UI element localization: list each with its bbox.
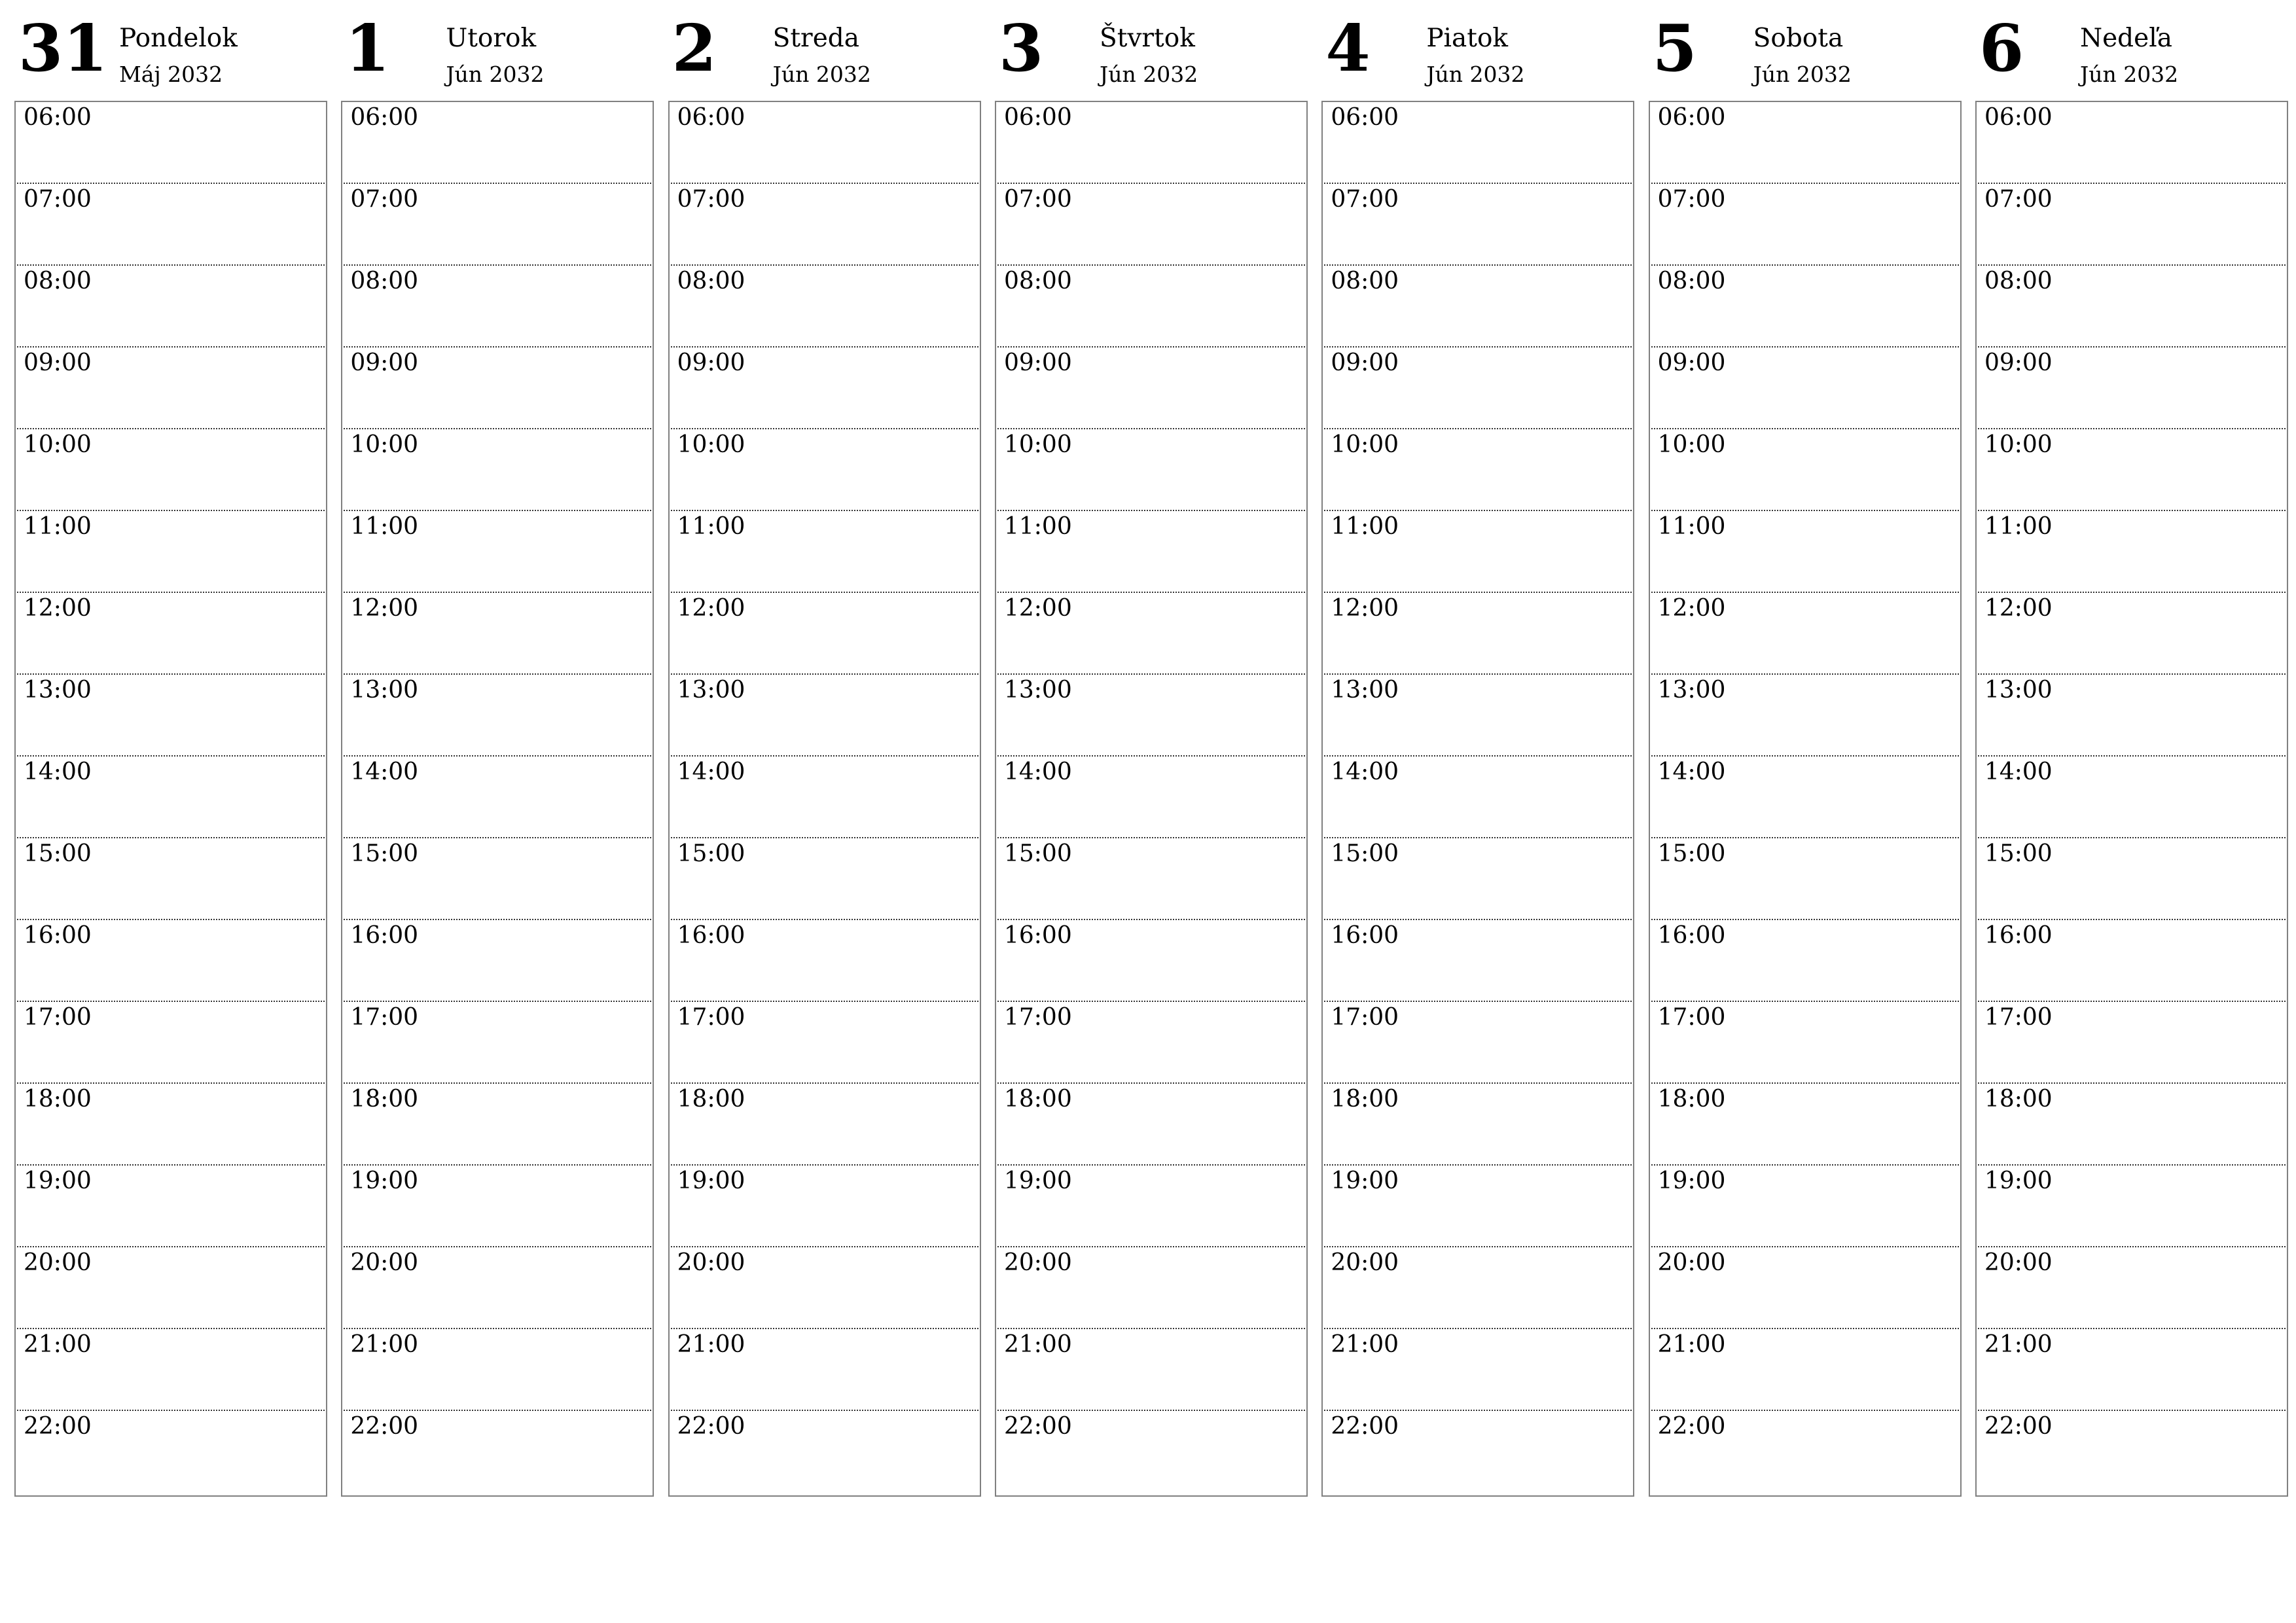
time-label: 16:00	[1003, 922, 1072, 949]
time-slot[interactable]	[671, 102, 978, 184]
day-number: 3	[998, 11, 1044, 86]
time-slot[interactable]	[1651, 429, 1959, 511]
time-slot[interactable]	[997, 675, 1305, 757]
time-label: 22:00	[1657, 1413, 1726, 1440]
time-label: 14:00	[1003, 758, 1072, 785]
time-slot[interactable]	[997, 920, 1305, 1002]
time-slot[interactable]	[1651, 1329, 1959, 1411]
time-slot[interactable]	[997, 511, 1305, 593]
time-label: 18:00	[1657, 1086, 1726, 1113]
time-label: 14:00	[1984, 758, 2053, 785]
day-column-wednesday	[668, 11, 981, 1497]
time-slot[interactable]	[1324, 1247, 1632, 1329]
day-name: Piatok	[1426, 24, 1509, 53]
time-label: 17:00	[677, 1004, 745, 1031]
day-schedule-box	[1649, 101, 1962, 1497]
day-number: 31	[18, 11, 108, 86]
time-slot[interactable]	[671, 757, 978, 838]
time-label: 19:00	[350, 1168, 419, 1194]
time-label: 07:00	[1984, 186, 2053, 213]
time-slot[interactable]	[1324, 429, 1632, 511]
time-slot[interactable]	[1978, 184, 2286, 266]
time-slot[interactable]	[1651, 1247, 1959, 1329]
time-slot[interactable]	[997, 1002, 1305, 1084]
time-label: 07:00	[1003, 186, 1072, 213]
time-slot[interactable]	[1324, 1084, 1632, 1166]
time-label: 20:00	[1984, 1249, 2053, 1276]
time-label: 12:00	[350, 595, 419, 622]
time-slot[interactable]	[1978, 920, 2286, 1002]
day-name: Sobota	[1753, 24, 1844, 53]
time-label: 19:00	[1331, 1168, 1399, 1194]
time-slot[interactable]	[1978, 757, 2286, 838]
time-slot[interactable]	[344, 675, 651, 757]
time-slot[interactable]	[1324, 102, 1632, 184]
time-slot[interactable]	[344, 1084, 651, 1166]
time-slot[interactable]	[671, 838, 978, 920]
time-slot[interactable]	[671, 511, 978, 593]
time-slot[interactable]	[997, 1166, 1305, 1247]
time-slot[interactable]	[1651, 511, 1959, 593]
time-label: 16:00	[1984, 922, 2053, 949]
time-slot[interactable]	[344, 266, 651, 348]
time-label: 20:00	[677, 1249, 745, 1276]
time-label: 15:00	[1657, 840, 1726, 867]
time-slot[interactable]	[1978, 593, 2286, 675]
time-slot[interactable]	[344, 1166, 651, 1247]
time-slot[interactable]	[1978, 675, 2286, 757]
day-header	[341, 11, 654, 101]
time-slot[interactable]	[1978, 348, 2286, 429]
time-slot[interactable]	[671, 1002, 978, 1084]
time-slot[interactable]	[344, 429, 651, 511]
day-schedule-box	[341, 101, 654, 1497]
time-label: 12:00	[1003, 595, 1072, 622]
time-label: 20:00	[1003, 1249, 1072, 1276]
time-slot[interactable]	[17, 920, 325, 1002]
time-label: 19:00	[1003, 1168, 1072, 1194]
time-slot[interactable]	[17, 1002, 325, 1084]
day-column-friday	[1321, 11, 1634, 1497]
day-number: 4	[1325, 11, 1371, 86]
time-slot[interactable]	[1978, 1247, 2286, 1329]
time-label: 07:00	[677, 186, 745, 213]
time-slot[interactable]	[1324, 593, 1632, 675]
time-slot[interactable]	[1978, 511, 2286, 593]
time-slot[interactable]	[997, 1247, 1305, 1329]
time-slot[interactable]	[344, 1247, 651, 1329]
day-name: Streda	[772, 24, 859, 53]
time-label: 09:00	[1331, 349, 1399, 376]
day-name: Štvrtok	[1099, 24, 1195, 53]
time-slot[interactable]	[997, 838, 1305, 920]
time-slot[interactable]	[17, 838, 325, 920]
day-header	[1321, 11, 1634, 101]
time-slot[interactable]	[1651, 266, 1959, 348]
time-label: 18:00	[1331, 1086, 1399, 1113]
time-label: 22:00	[350, 1413, 419, 1440]
day-column-tuesday	[341, 11, 654, 1497]
time-label: 08:00	[1331, 268, 1399, 294]
time-slot[interactable]	[997, 757, 1305, 838]
time-slot[interactable]	[671, 184, 978, 266]
day-number: 6	[1979, 11, 2024, 86]
time-slot[interactable]	[997, 593, 1305, 675]
time-label: 17:00	[1657, 1004, 1726, 1031]
time-label: 21:00	[350, 1331, 419, 1358]
time-slot[interactable]	[344, 920, 651, 1002]
time-label: 06:00	[24, 104, 92, 131]
time-label: 18:00	[24, 1086, 92, 1113]
time-slot[interactable]	[344, 1329, 651, 1411]
time-label: 13:00	[1657, 677, 1726, 704]
time-label: 06:00	[677, 104, 745, 131]
time-label: 17:00	[1984, 1004, 2053, 1031]
time-slot[interactable]	[1978, 838, 2286, 920]
time-slot[interactable]	[17, 348, 325, 429]
time-slot[interactable]	[1978, 1084, 2286, 1166]
time-label: 08:00	[677, 268, 745, 294]
time-label: 11:00	[1003, 513, 1072, 540]
time-label: 12:00	[1984, 595, 2053, 622]
time-label: 14:00	[1331, 758, 1399, 785]
day-number: 2	[672, 11, 717, 86]
time-label: 07:00	[24, 186, 92, 213]
time-slot[interactable]	[344, 184, 651, 266]
time-slot[interactable]	[17, 1247, 325, 1329]
day-month: Jún 2032	[446, 62, 545, 87]
time-slot[interactable]	[17, 102, 325, 184]
day-header	[995, 11, 1308, 101]
time-slot[interactable]	[1324, 511, 1632, 593]
day-name: Pondelok	[119, 24, 238, 53]
time-label: 21:00	[1331, 1331, 1399, 1358]
time-slot[interactable]	[344, 102, 651, 184]
time-slot[interactable]	[1324, 348, 1632, 429]
time-label: 06:00	[350, 104, 419, 131]
time-slot[interactable]	[17, 511, 325, 593]
day-month: Jún 2032	[1426, 62, 1525, 87]
time-slot[interactable]	[997, 1411, 1305, 1493]
time-label: 11:00	[677, 513, 745, 540]
time-label: 11:00	[1331, 513, 1399, 540]
time-slot[interactable]	[17, 184, 325, 266]
time-slot[interactable]	[671, 266, 978, 348]
time-slot[interactable]	[671, 1247, 978, 1329]
time-label: 11:00	[24, 513, 92, 540]
time-slot[interactable]	[1651, 593, 1959, 675]
time-label: 10:00	[1657, 431, 1726, 458]
time-label: 15:00	[1984, 840, 2053, 867]
time-label: 10:00	[24, 431, 92, 458]
time-label: 18:00	[350, 1086, 419, 1113]
time-slot[interactable]	[671, 1084, 978, 1166]
time-slot[interactable]	[17, 1329, 325, 1411]
time-slot[interactable]	[1978, 1411, 2286, 1493]
time-slot[interactable]	[1978, 1166, 2286, 1247]
time-slot[interactable]	[997, 429, 1305, 511]
time-label: 10:00	[350, 431, 419, 458]
time-label: 12:00	[24, 595, 92, 622]
day-schedule-box	[14, 101, 327, 1497]
time-slot[interactable]	[671, 675, 978, 757]
time-slot[interactable]	[1651, 102, 1959, 184]
time-label: 18:00	[1003, 1086, 1072, 1113]
time-slot[interactable]	[671, 1329, 978, 1411]
time-label: 12:00	[677, 595, 745, 622]
time-label: 08:00	[24, 268, 92, 294]
day-column-saturday	[1649, 11, 1962, 1497]
time-slot[interactable]	[997, 348, 1305, 429]
time-slot[interactable]	[671, 429, 978, 511]
time-label: 12:00	[1331, 595, 1399, 622]
day-column-sunday	[1975, 11, 2288, 1497]
time-slot[interactable]	[1978, 429, 2286, 511]
time-slot[interactable]	[671, 1166, 978, 1247]
day-month: Jún 2032	[2079, 62, 2179, 87]
time-label: 22:00	[1984, 1413, 2053, 1440]
time-slot[interactable]	[1651, 1002, 1959, 1084]
time-label: 10:00	[1984, 431, 2053, 458]
time-label: 06:00	[1003, 104, 1072, 131]
time-label: 14:00	[677, 758, 745, 785]
time-label: 10:00	[1003, 431, 1072, 458]
time-slot[interactable]	[1651, 675, 1959, 757]
time-slot[interactable]	[1978, 1002, 2286, 1084]
time-slot[interactable]	[997, 102, 1305, 184]
time-label: 09:00	[677, 349, 745, 376]
time-label: 22:00	[24, 1413, 92, 1440]
time-slot[interactable]	[17, 1411, 325, 1493]
time-slot[interactable]	[671, 1411, 978, 1493]
time-label: 15:00	[677, 840, 745, 867]
day-schedule-box	[995, 101, 1308, 1497]
time-label: 14:00	[350, 758, 419, 785]
time-label: 13:00	[1331, 677, 1399, 704]
time-label: 13:00	[24, 677, 92, 704]
time-slot[interactable]	[344, 511, 651, 593]
time-label: 08:00	[1657, 268, 1726, 294]
time-slot[interactable]	[344, 1411, 651, 1493]
time-label: 15:00	[24, 840, 92, 867]
time-slot[interactable]	[997, 1329, 1305, 1411]
time-slot[interactable]	[997, 184, 1305, 266]
time-slot[interactable]	[1324, 184, 1632, 266]
time-slot[interactable]	[1651, 1411, 1959, 1493]
day-column-thursday	[995, 11, 1308, 1497]
time-label: 16:00	[1331, 922, 1399, 949]
time-slot[interactable]	[1324, 675, 1632, 757]
day-month: Jún 2032	[1099, 62, 1198, 87]
time-label: 06:00	[1984, 104, 2053, 131]
time-label: 11:00	[1657, 513, 1726, 540]
day-name: Utorok	[446, 24, 537, 53]
time-slot[interactable]	[1651, 920, 1959, 1002]
time-slot[interactable]	[17, 1084, 325, 1166]
day-name: Nedeľa	[2079, 24, 2172, 53]
time-label: 17:00	[1331, 1004, 1399, 1031]
time-label: 06:00	[1331, 104, 1399, 131]
time-slot[interactable]	[1978, 102, 2286, 184]
weekly-planner	[14, 11, 2288, 1497]
time-label: 13:00	[1003, 677, 1072, 704]
time-slot[interactable]	[1978, 266, 2286, 348]
time-label: 20:00	[1331, 1249, 1399, 1276]
time-label: 14:00	[24, 758, 92, 785]
time-label: 06:00	[1657, 104, 1726, 131]
day-schedule-box	[668, 101, 981, 1497]
time-slot[interactable]	[17, 1166, 325, 1247]
time-slot[interactable]	[17, 593, 325, 675]
time-slot[interactable]	[671, 593, 978, 675]
time-label: 10:00	[677, 431, 745, 458]
time-slot[interactable]	[1651, 1084, 1959, 1166]
time-label: 09:00	[1984, 349, 2053, 376]
time-label: 21:00	[1003, 1331, 1072, 1358]
day-column-monday	[14, 11, 327, 1497]
time-label: 21:00	[1657, 1331, 1726, 1358]
time-slot[interactable]	[1324, 838, 1632, 920]
time-slot[interactable]	[1324, 757, 1632, 838]
time-label: 22:00	[1331, 1413, 1399, 1440]
time-label: 18:00	[1984, 1086, 2053, 1113]
time-slot[interactable]	[671, 348, 978, 429]
time-slot[interactable]	[344, 757, 651, 838]
time-label: 08:00	[350, 268, 419, 294]
time-label: 15:00	[350, 840, 419, 867]
time-label: 13:00	[1984, 677, 2053, 704]
day-header	[1649, 11, 1962, 101]
time-label: 10:00	[1331, 431, 1399, 458]
time-label: 13:00	[350, 677, 419, 704]
time-slot[interactable]	[344, 593, 651, 675]
time-label: 16:00	[24, 922, 92, 949]
time-label: 17:00	[350, 1004, 419, 1031]
time-label: 15:00	[1331, 840, 1399, 867]
time-slot[interactable]	[1651, 1166, 1959, 1247]
time-slot[interactable]	[671, 920, 978, 1002]
time-slot[interactable]	[1324, 266, 1632, 348]
time-label: 09:00	[350, 349, 419, 376]
time-slot[interactable]	[344, 1002, 651, 1084]
time-label: 19:00	[24, 1168, 92, 1194]
time-label: 14:00	[1657, 758, 1726, 785]
time-slot[interactable]	[17, 266, 325, 348]
time-label: 09:00	[24, 349, 92, 376]
time-slot[interactable]	[1651, 838, 1959, 920]
time-label: 11:00	[1984, 513, 2053, 540]
time-label: 08:00	[1003, 268, 1072, 294]
time-label: 19:00	[677, 1168, 745, 1194]
day-header	[668, 11, 981, 101]
day-number: 1	[345, 11, 390, 86]
time-slot[interactable]	[1651, 184, 1959, 266]
day-number: 5	[1652, 11, 1697, 86]
day-schedule-box	[1975, 101, 2288, 1497]
time-slot[interactable]	[1324, 920, 1632, 1002]
time-slot[interactable]	[1324, 1411, 1632, 1493]
time-label: 09:00	[1657, 349, 1726, 376]
time-label: 12:00	[1657, 595, 1726, 622]
time-label: 21:00	[1984, 1331, 2053, 1358]
time-label: 22:00	[677, 1413, 745, 1440]
time-slot[interactable]	[1978, 1329, 2286, 1411]
time-slot[interactable]	[344, 348, 651, 429]
day-month: Jún 2032	[1753, 62, 1852, 87]
time-label: 07:00	[350, 186, 419, 213]
time-label: 17:00	[1003, 1004, 1072, 1031]
time-label: 17:00	[24, 1004, 92, 1031]
day-header	[1975, 11, 2288, 101]
time-label: 16:00	[350, 922, 419, 949]
time-label: 15:00	[1003, 840, 1072, 867]
time-label: 20:00	[1657, 1249, 1726, 1276]
time-slot[interactable]	[1324, 1329, 1632, 1411]
time-slot[interactable]	[997, 1084, 1305, 1166]
time-label: 07:00	[1331, 186, 1399, 213]
time-slot[interactable]	[344, 838, 651, 920]
time-label: 18:00	[677, 1086, 745, 1113]
time-label: 19:00	[1657, 1168, 1726, 1194]
time-slot[interactable]	[1324, 1002, 1632, 1084]
time-slot[interactable]	[17, 429, 325, 511]
time-label: 20:00	[350, 1249, 419, 1276]
time-label: 09:00	[1003, 349, 1072, 376]
time-slot[interactable]	[17, 675, 325, 757]
time-label: 19:00	[1984, 1168, 2053, 1194]
time-label: 16:00	[677, 922, 745, 949]
time-label: 07:00	[1657, 186, 1726, 213]
time-label: 21:00	[677, 1331, 745, 1358]
time-label: 08:00	[1984, 268, 2053, 294]
time-label: 22:00	[1003, 1413, 1072, 1440]
time-slot[interactable]	[997, 266, 1305, 348]
time-label: 16:00	[1657, 922, 1726, 949]
time-label: 13:00	[677, 677, 745, 704]
day-schedule-box	[1321, 101, 1634, 1497]
day-month: Jún 2032	[772, 62, 871, 87]
day-header	[14, 11, 327, 101]
time-label: 20:00	[24, 1249, 92, 1276]
time-label: 11:00	[350, 513, 419, 540]
time-label: 21:00	[24, 1331, 92, 1358]
time-slot[interactable]	[1651, 757, 1959, 838]
time-slot[interactable]	[1324, 1166, 1632, 1247]
day-month: Máj 2032	[119, 62, 223, 87]
time-slot[interactable]	[1651, 348, 1959, 429]
time-slot[interactable]	[17, 757, 325, 838]
